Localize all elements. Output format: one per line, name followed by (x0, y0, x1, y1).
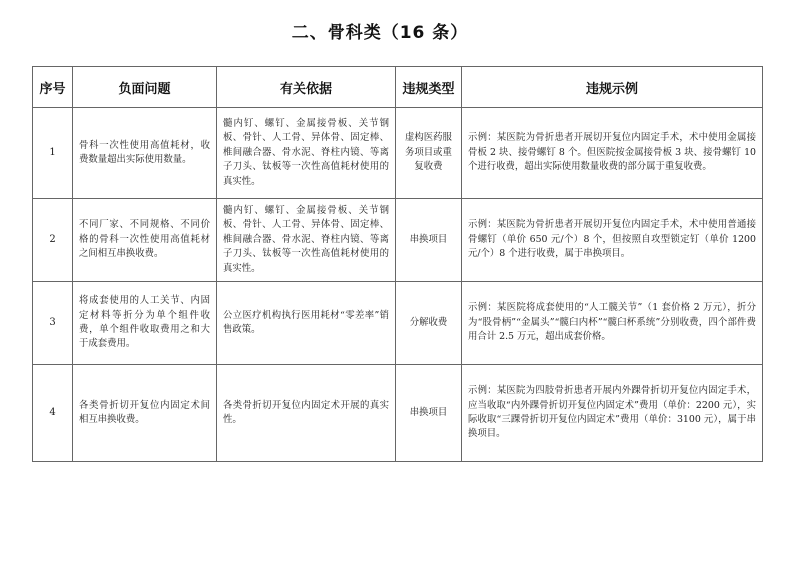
row-basis: 各类骨折切开复位内固定术开展的真实性。 (217, 365, 396, 462)
row-violation-type: 串换项目 (396, 199, 462, 282)
row-index: 4 (33, 365, 73, 462)
row-violation-type: 分解收费 (396, 282, 462, 365)
row-problem: 将成套使用的人工关节、内固定材料等折分为单个组件收费，单个组件收取费用之和大于成套费用。 (73, 282, 217, 365)
table-row (33, 282, 763, 365)
table-row (33, 108, 763, 199)
row-problem: 不同厂家、不同规格、不同价格的骨科一次性使用高值耗材之间相互串换收费。 (73, 199, 217, 282)
table-row (33, 199, 763, 282)
row-index: 3 (33, 282, 73, 365)
violation-table (32, 66, 763, 462)
row-violation-example: 示例：某医院将成套使用的“人工髋关节”（1 套价格 2 万元），折分为“股骨柄”“金属头”“髋臼内杯”“髋臼杯系统”分别收费，四个部件费用合计 2.5 万元，超出成套价格。 (462, 282, 763, 365)
header-basis: 有关依据 (217, 67, 396, 108)
row-basis: 公立医疗机构执行医用耗材“零差率”销售政策。 (217, 282, 396, 365)
page-title: 二、骨科类（16 条） (291, 23, 469, 43)
row-index: 2 (33, 199, 73, 282)
table-row (33, 365, 763, 462)
header-violation-type: 违规类型 (396, 67, 462, 108)
row-violation-example: 示例：某医院为骨折患者开展切开复位内固定手术，术中使用金属接骨板 2 块、接骨螺钉 8 个。但医院按金属接骨板 3 块、接骨螺钉 10 个进行收费，超出实际使用数量收费的部分属于重复收费。 (462, 108, 763, 199)
row-violation-type: 串换项目 (396, 365, 462, 462)
header-violation-example: 违规示例 (462, 67, 763, 108)
row-problem: 骨科一次性使用高值耗材，收费数量超出实际使用数量。 (73, 108, 217, 199)
row-violation-example: 示例：某医院为骨折患者开展切开复位内固定手术，术中使用普通接骨螺钉（单价 650 元/个）8 个，但按照自攻型锁定钉（单价 1200 元/个）8 个进行收费，属于串换项目。 (462, 199, 763, 282)
row-violation-example: 示例：某医院为四肢骨折患者开展内外踝骨折切开复位内固定手术，应当收取“内外踝骨折切开复位内固定术”费用（单价：2200 元），实际收取“三踝骨折切开复位内固定术”费用（单价：3100 元），属于串换项目。 (462, 365, 763, 462)
row-index: 1 (33, 108, 73, 199)
row-violation-type: 虚构医药服务项目或重复收费 (396, 108, 462, 199)
header-problem: 负面问题 (73, 67, 217, 108)
table-header-row (33, 67, 763, 108)
row-basis: 髓内钉、螺钉、金属接骨板、关节钢板、骨针、人工骨、异体骨、固定棒、椎间融合器、骨水泥、脊柱内镜、等离子刀头、钛板等一次性高值耗材使用的真实性。 (217, 108, 396, 199)
row-problem: 各类骨折切开复位内固定术间相互串换收费。 (73, 365, 217, 462)
row-basis: 髓内钉、螺钉、金属接骨板、关节钢板、骨针、人工骨、异体骨、固定棒、椎间融合器、骨水泥、脊柱内镜、等离子刀头、钛板等一次性高值耗材使用的真实性。 (217, 199, 396, 282)
header-index: 序号 (33, 67, 73, 108)
